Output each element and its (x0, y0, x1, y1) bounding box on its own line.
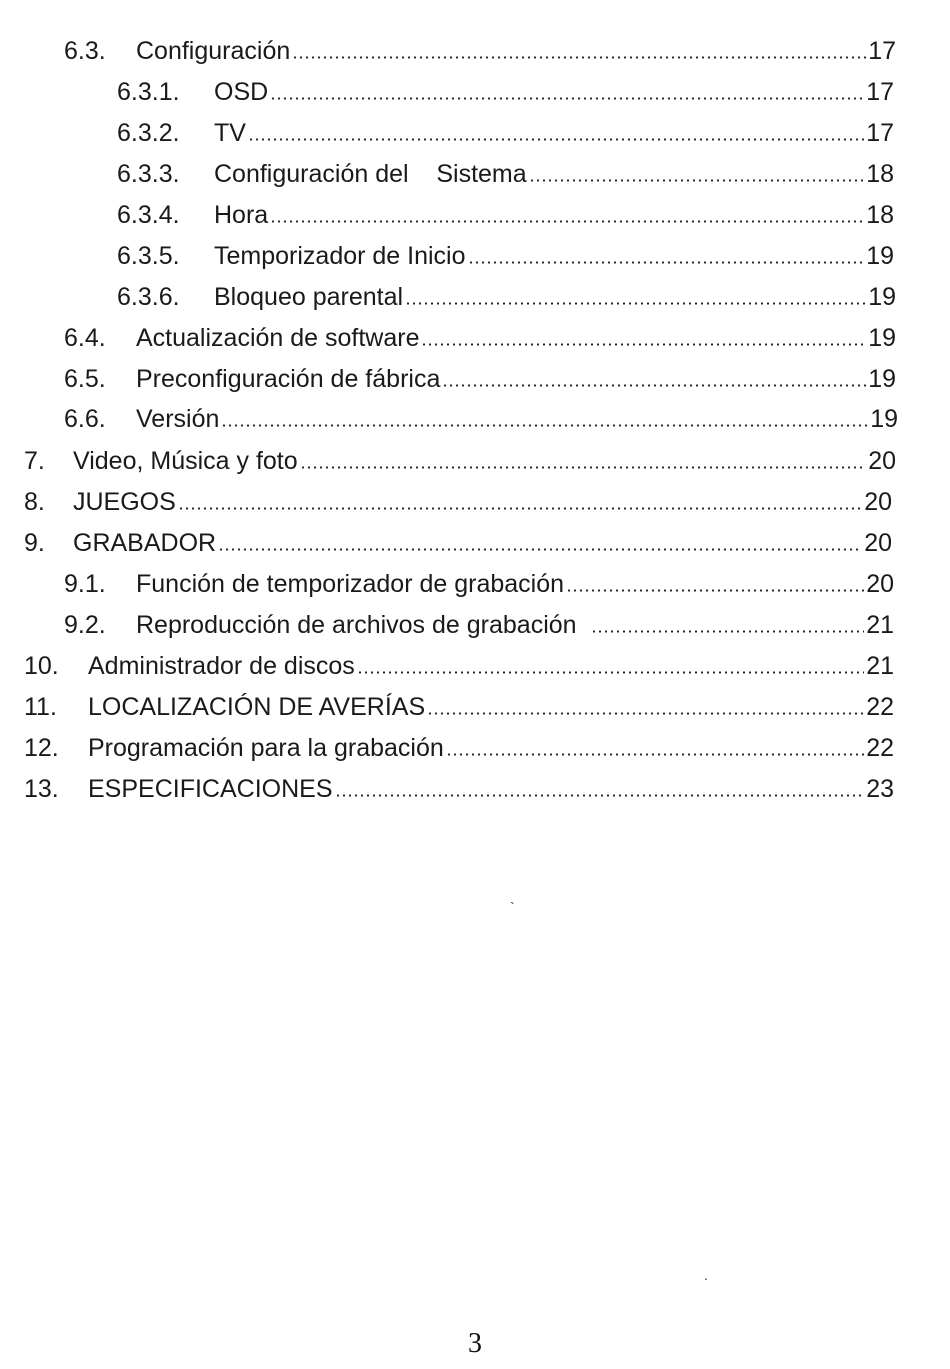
toc-dot-leader (442, 384, 866, 387)
toc-dot-leader (427, 712, 864, 715)
toc-entry-number: 13. (24, 775, 59, 803)
toc-entry (117, 196, 894, 230)
toc-dot-leader (221, 424, 868, 427)
toc-entry (24, 442, 896, 476)
toc-entry-title: Hora (214, 201, 269, 229)
toc-dot-leader (270, 220, 864, 223)
toc-entry-title: Función de temporizador de grabación (136, 570, 565, 598)
toc-entry-page: 21 (866, 611, 894, 639)
toc-dot-leader (270, 97, 864, 100)
toc-entry (64, 32, 896, 66)
toc-entry-number: 6.3. (64, 37, 106, 65)
toc-entry-page: 19 (868, 324, 896, 352)
toc-entry-page: 22 (866, 734, 894, 762)
toc-dot-leader (529, 179, 865, 182)
toc-entry-title: TV (214, 119, 246, 147)
toc-dot-leader (335, 794, 865, 797)
toc-entry-title: Configuración (136, 37, 291, 65)
toc-entry-number: 6.4. (64, 324, 106, 352)
toc-entry (64, 400, 898, 434)
toc-dot-leader (292, 56, 866, 59)
toc-entry-page: 17 (868, 37, 896, 65)
toc-entry-title: Bloqueo parental (214, 283, 404, 311)
toc-entry-title: GRABADOR (73, 529, 217, 557)
toc-entry (117, 278, 896, 312)
toc-dot-leader (566, 589, 864, 592)
toc-dot-leader (421, 343, 866, 346)
toc-entry-page: 17 (866, 78, 894, 106)
toc-entry-title: Reproducción de archivos de grabación (136, 611, 577, 639)
toc-entry (117, 155, 894, 189)
toc-entry-number: 6.3.6. (117, 283, 180, 311)
toc-entry-number: 6.3.5. (117, 242, 180, 270)
toc-dot-leader (300, 466, 867, 469)
toc-entry-number: 10. (24, 652, 59, 680)
toc-entry-number: 9. (24, 529, 45, 557)
toc-dot-leader (405, 302, 866, 305)
toc-entry-page: 18 (866, 201, 894, 229)
toc-entry-page: 19 (868, 283, 896, 311)
toc-entry (64, 319, 896, 353)
toc-entry-number: 6.5. (64, 365, 106, 393)
toc-entry-title: JUEGOS (73, 488, 176, 516)
toc-entry-page: 17 (866, 119, 894, 147)
toc-dot-leader (446, 753, 864, 756)
toc-dot-leader (468, 261, 865, 264)
toc-entry-title: LOCALIZACIÓN DE AVERÍAS (88, 693, 426, 721)
toc-entry-page: 20 (868, 447, 896, 475)
toc-dot-leader (591, 630, 865, 633)
toc-entry-page: 18 (866, 160, 894, 188)
toc-entry-title: Actualización de software (136, 324, 420, 352)
toc-entry (24, 647, 894, 681)
toc-dot-leader (178, 507, 862, 510)
toc-entry (24, 770, 894, 804)
toc-entry-title: Versión (136, 405, 220, 433)
toc-entry (24, 524, 892, 558)
toc-dot-leader (218, 548, 862, 551)
scan-speck: ` (510, 899, 515, 915)
toc-entry-page: 20 (866, 570, 894, 598)
toc-entry-title: Configuración del Sistema (214, 160, 527, 188)
page-number: 3 (468, 1328, 482, 1359)
toc-entry (64, 606, 894, 640)
toc-entry-title: Administrador de discos (88, 652, 355, 680)
toc-entry (117, 73, 894, 107)
toc-entry-number: 6.3.1. (117, 78, 180, 106)
toc-entry-page: 21 (866, 652, 894, 680)
toc-entry-page: 22 (866, 693, 894, 721)
toc-entry-title: Temporizador de Inicio (214, 242, 466, 270)
toc-entry-title: Programación para la grabación (88, 734, 444, 762)
toc-entry-number: 6.3.2. (117, 119, 180, 147)
toc-entry-page: 20 (864, 488, 892, 516)
toc-entry (64, 360, 896, 394)
toc-entry-number: 11. (24, 693, 57, 721)
toc-entry-title: ESPECIFICACIONES (88, 775, 333, 803)
toc-entry-number: 9.1. (64, 570, 106, 598)
toc-entry-title: OSD (214, 78, 269, 106)
toc-entry-page: 19 (866, 242, 894, 270)
toc-entry-number: 8. (24, 488, 45, 516)
toc-entry-number: 6.3.4. (117, 201, 180, 229)
scan-speck: . (704, 1267, 708, 1283)
toc-dot-leader (248, 138, 864, 141)
toc-entry-number: 6.3.3. (117, 160, 180, 188)
toc-entry (64, 565, 894, 599)
toc-entry-number: 7. (24, 447, 45, 475)
toc-entry (24, 483, 892, 517)
toc-entry (24, 688, 894, 722)
toc-entry-number: 9.2. (64, 611, 106, 639)
toc-entry-page: 19 (870, 405, 898, 433)
toc-entry-page: 23 (866, 775, 894, 803)
toc-entry-title: Preconfiguración de fábrica (136, 365, 441, 393)
toc-dot-leader (357, 671, 864, 674)
toc-entry-number: 6.6. (64, 405, 106, 433)
toc-entry-number: 12. (24, 734, 59, 762)
toc-entry-page: 20 (864, 529, 892, 557)
toc-entry-title: Video, Música y foto (73, 447, 298, 475)
toc-entry-page: 19 (868, 365, 896, 393)
toc-entry (117, 237, 894, 271)
toc-entry (24, 729, 894, 763)
toc-entry (117, 114, 894, 148)
